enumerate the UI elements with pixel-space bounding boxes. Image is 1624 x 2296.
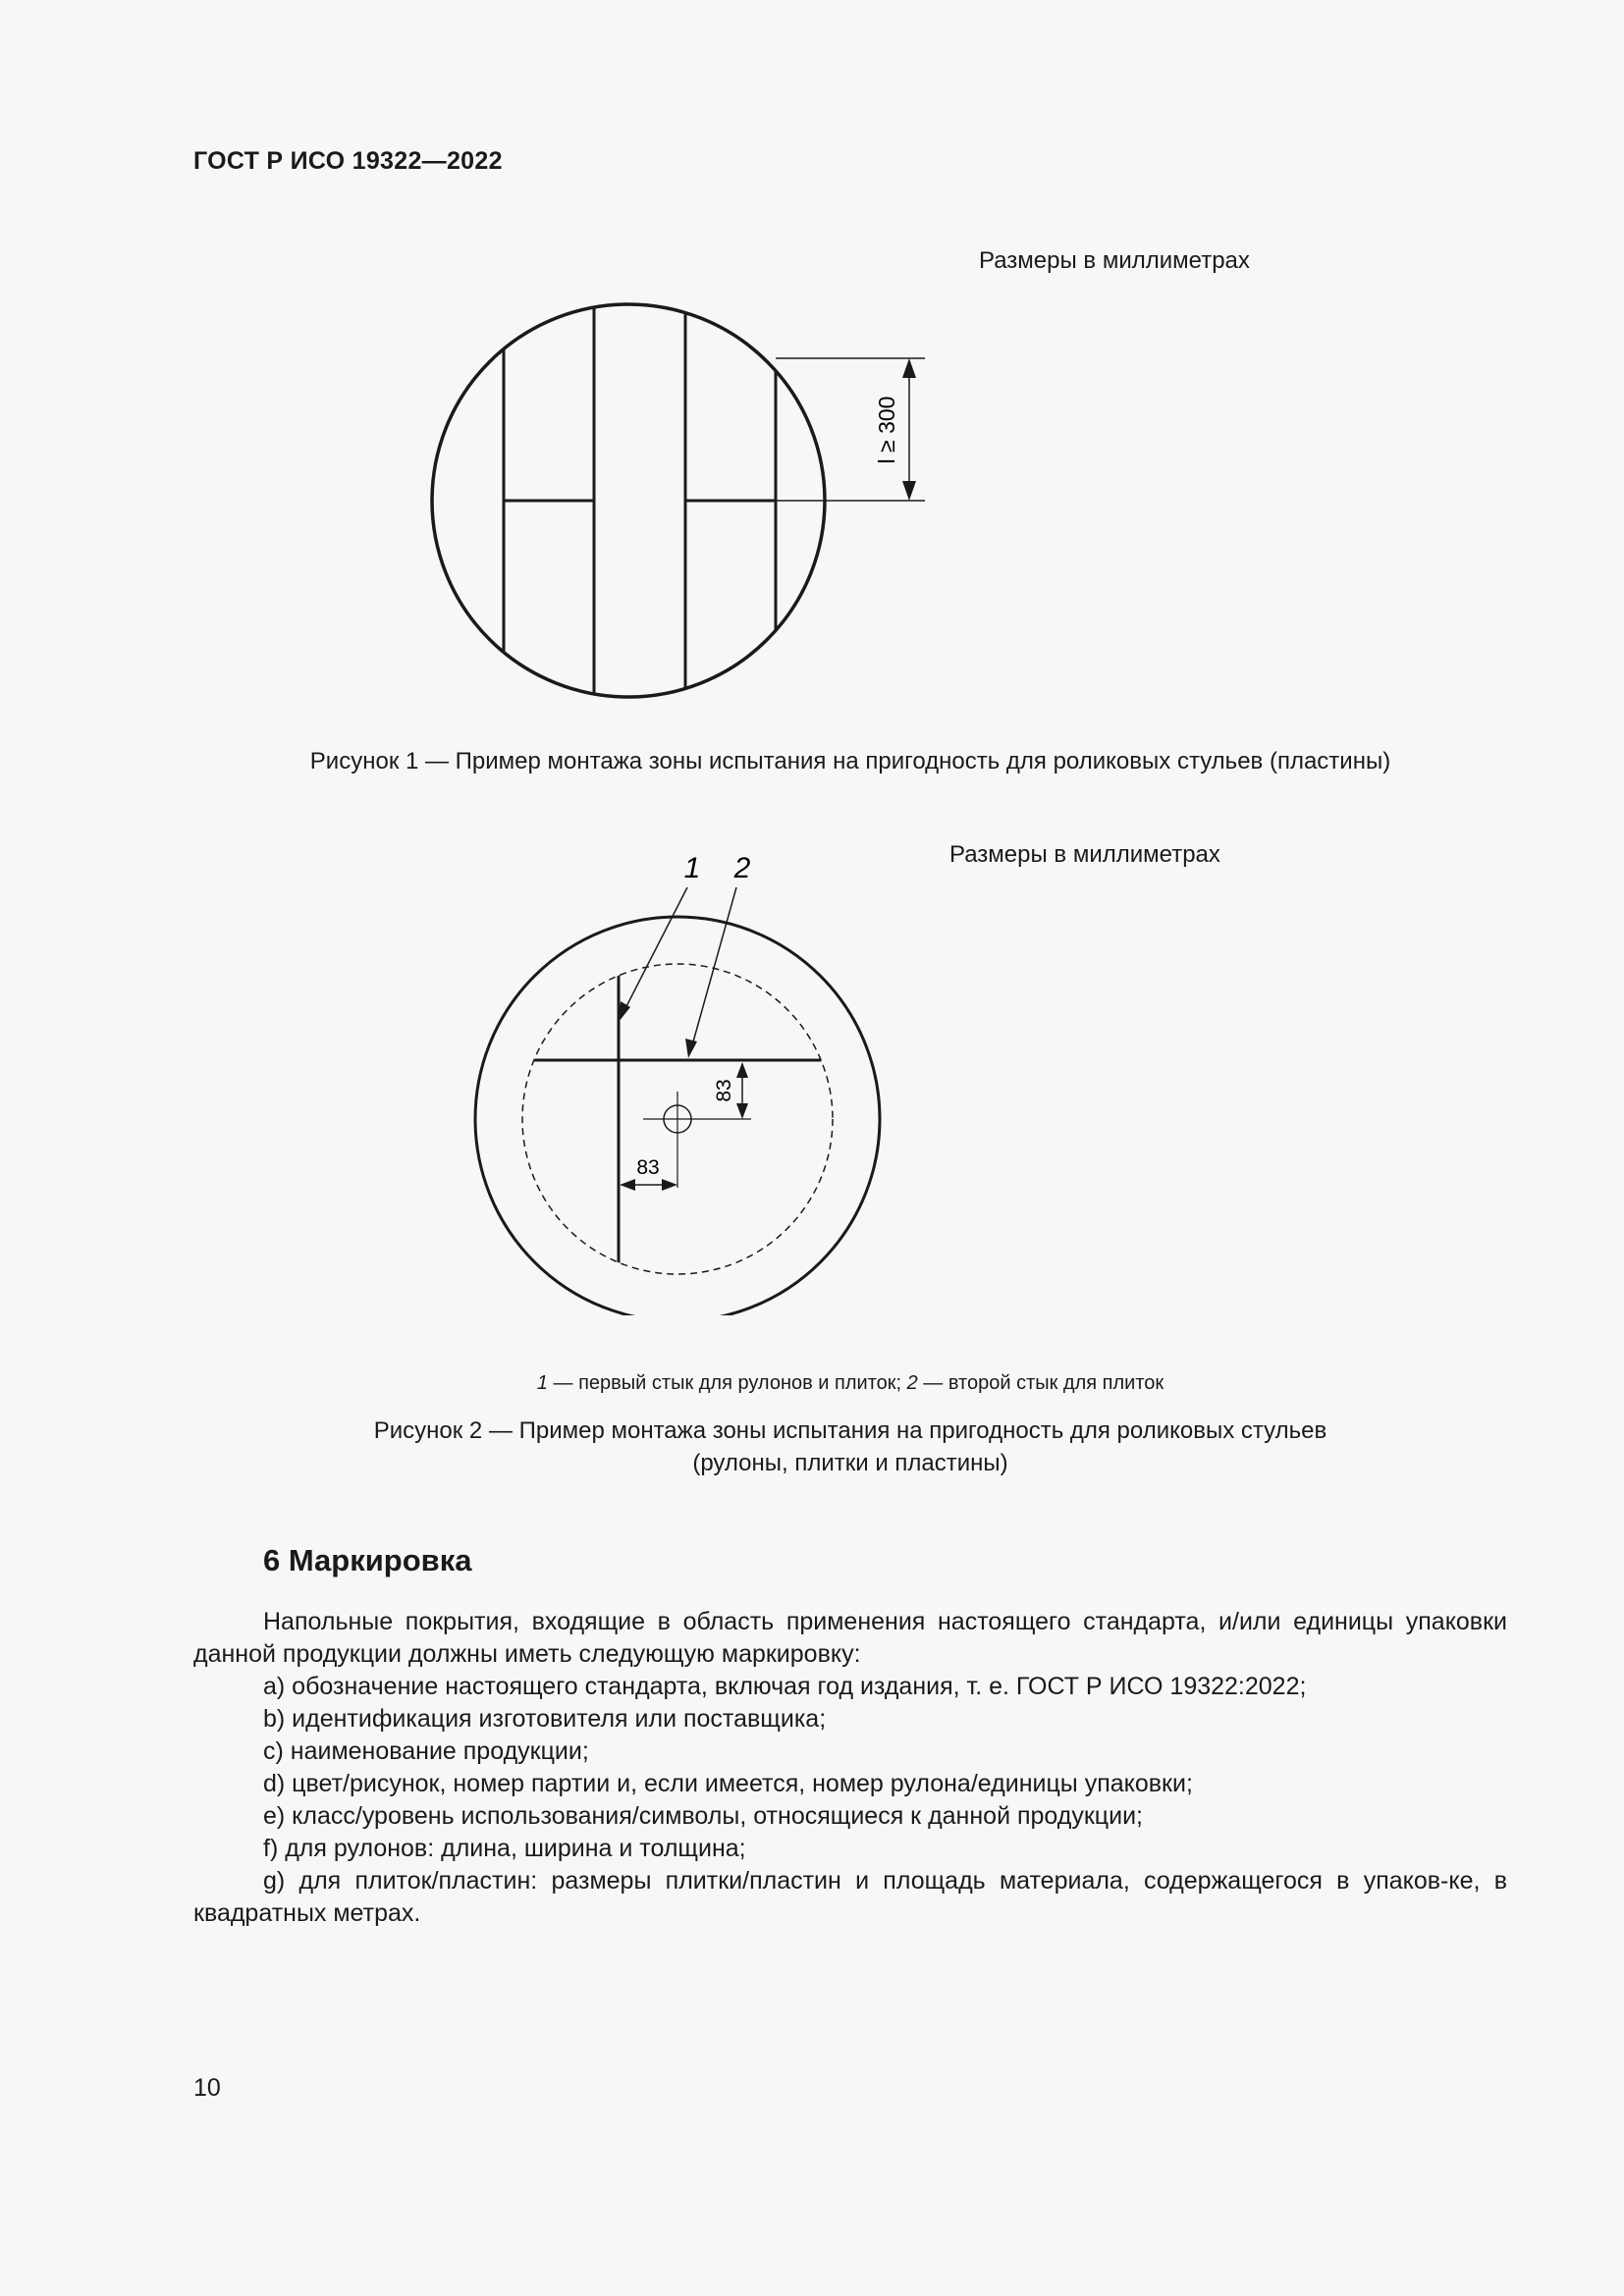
- figure2-leader-1: [622, 887, 687, 1016]
- list-item: a) обозначение настоящего стандарта, включая год издания, т. е. ГОСТ Р ИСО 19322:2022;: [263, 1673, 1307, 1700]
- figure2-caption-line1: Рисунок 2 — Пример монтажа зоны испытания на пригодность для роликовых стульев: [373, 1417, 1327, 1444]
- list-item: c) наименование продукции;: [263, 1737, 589, 1765]
- page-number: 10: [193, 2074, 221, 2102]
- figure1-dimension-label: l ≥ 300: [874, 396, 899, 464]
- legend-key-1: 1: [536, 1372, 548, 1394]
- figure1-units-note: Размеры в миллиметрах: [979, 247, 1250, 274]
- figure2-leader-2: [690, 887, 736, 1052]
- figure1-caption: Рисунок 1 — Пример монтажа зоны испытания на пригодность для роликовых стульев (пластины): [309, 748, 1391, 774]
- figure2-callout-1: 1: [683, 852, 701, 884]
- list-item: e) класс/уровень использования/символы, относящиеся к данной продукции;: [263, 1802, 1143, 1830]
- figure2-dim-horizontal: 83: [636, 1156, 660, 1179]
- figure2-dim-vertical: 83: [713, 1079, 735, 1102]
- section-intro: Напольные покрытия, входящие в область применения настоящего стандарта, и/или единицы упаковки данной продукции должны иметь следующую маркировку:: [193, 1608, 1507, 1668]
- list-item: d) цвет/рисунок, номер партии и, если имеется, номер рулона/единицы упаковки;: [263, 1770, 1193, 1797]
- document-header: ГОСТ Р ИСО 19322—2022: [193, 147, 503, 175]
- section-title: 6 Маркировка: [263, 1543, 472, 1577]
- figure1-strips: [504, 285, 776, 717]
- figure1-diagram: [422, 285, 952, 726]
- legend-key-2: 2: [906, 1372, 918, 1394]
- list-item: b) идентификация изготовителя или поставщика;: [263, 1705, 827, 1733]
- legend-text-1: — первый стык для рулонов и плиток;: [547, 1372, 907, 1394]
- figure2-units-note: Размеры в миллиметрах: [949, 841, 1220, 868]
- list-item: f) для рулонов: длина, ширина и толщина;: [263, 1835, 746, 1862]
- legend-text-2: — второй стык для плиток: [917, 1372, 1164, 1394]
- figure2-caption: [193, 1415, 1507, 1479]
- figure2-diagram: [461, 844, 893, 1315]
- figure2-legend: [193, 1372, 1507, 1395]
- figure2-caption-line2: (рулоны, плитки и пластины): [692, 1450, 1008, 1476]
- list-item: g) для плиток/пластин: размеры плитки/пластин и площадь материала, содержащегося в упаков-ке, в квадратных метрах.: [193, 1867, 1507, 1927]
- section-body: [193, 1606, 1507, 1930]
- figure2-callout-2: 2: [733, 852, 751, 884]
